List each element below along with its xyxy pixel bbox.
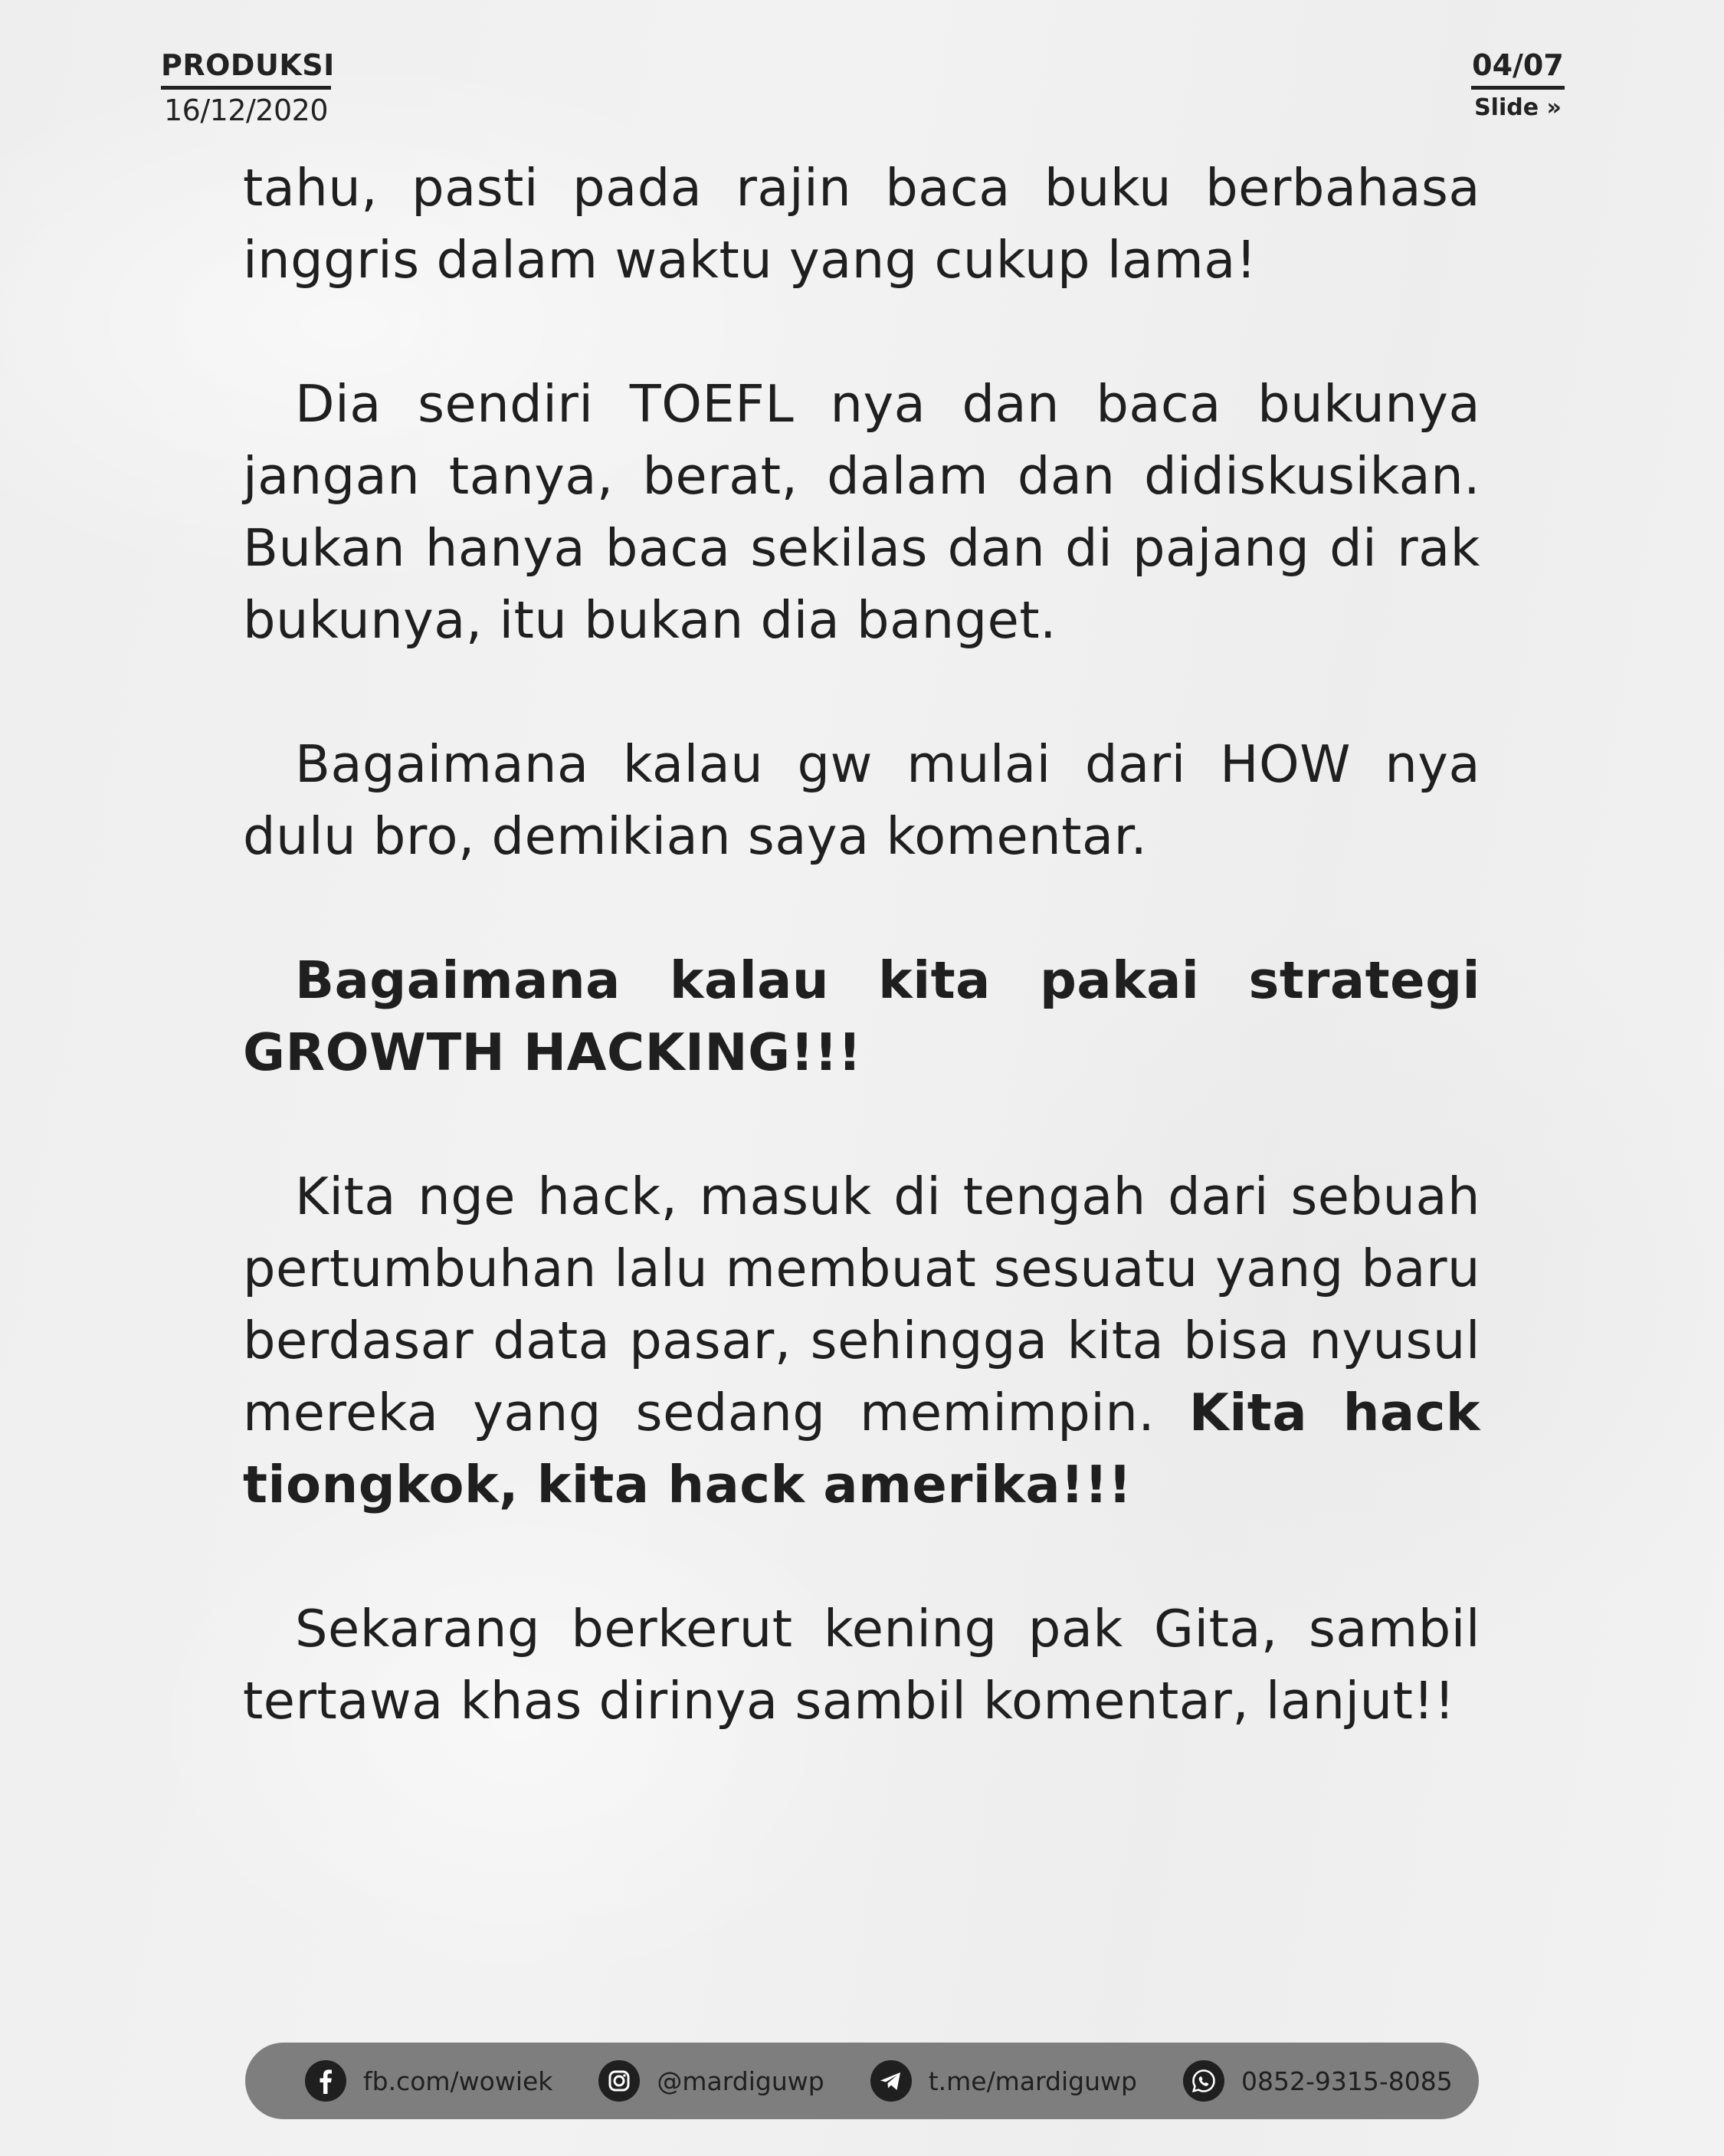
instagram-icon	[598, 2060, 640, 2102]
section-title: PRODUKSI	[161, 48, 335, 82]
social-link-instagram[interactable]	[598, 2060, 824, 2102]
social-link-facebook[interactable]	[305, 2060, 552, 2102]
header-left	[161, 48, 335, 128]
telegram-icon	[870, 2060, 912, 2102]
paragraph-text: Kita nge hack, masuk di tengah dari sebuah pertumbuhan lalu membuat sesuatu yang baru berdasar data pasar, sehingga kita bisa nyusul mereka yang sedang memimpin.	[243, 1167, 1480, 1442]
post-date: 16/12/2020	[163, 94, 329, 127]
social-footer-bar	[245, 2043, 1479, 2119]
header-divider	[1471, 86, 1565, 90]
paragraph-emphasis: Kita hack tiongkok, kita hack amerika!!!	[243, 1383, 1480, 1514]
facebook-handle: fb.com/wowiek	[363, 2066, 553, 2096]
paragraph: Sekarang berkerut kening pak Gita, sambil tertawa khas dirinya sambil komentar, lanjut!!	[243, 1599, 1480, 1731]
instagram-handle: @mardiguwp	[657, 2066, 824, 2096]
paragraph: Dia sendiri TOEFL nya dan baca bukunya jangan tanya, berat, dalam dan didiskusikan. Bukan hanya baca sekilas dan di pajang di rak bukunya, itu bukan dia banget.	[243, 374, 1480, 650]
paragraph: tahu, pasti pada rajin baca buku berbahasa inggris dalam waktu yang cukup lama!	[243, 158, 1480, 290]
header-divider	[161, 86, 331, 90]
whatsapp-icon	[1183, 2060, 1224, 2102]
whatsapp-number: 0852-9315-8085	[1241, 2066, 1453, 2096]
slide-counter: 04/07	[1472, 48, 1564, 82]
facebook-icon	[305, 2060, 346, 2102]
article-body	[243, 152, 1480, 1809]
header-right	[1471, 48, 1565, 123]
next-slide-button[interactable]: Slide »	[1474, 94, 1562, 121]
social-link-telegram[interactable]	[870, 2060, 1137, 2102]
paragraph-highlight: Bagaimana kalau kita pakai strategi GROWTH HACKING!!!	[243, 950, 1480, 1082]
telegram-handle: t.me/mardiguwp	[928, 2066, 1137, 2096]
paragraph	[243, 1160, 1480, 1521]
paragraph: Bagaimana kalau gw mulai dari HOW nya dulu bro, demikian saya komentar.	[243, 734, 1480, 866]
social-link-whatsapp[interactable]	[1183, 2060, 1453, 2102]
